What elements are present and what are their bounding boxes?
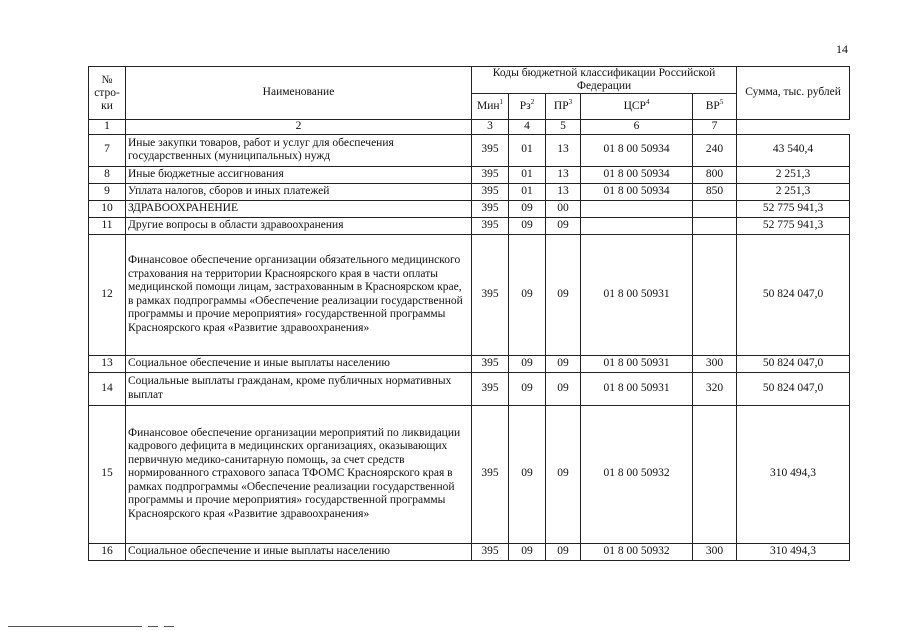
- row-pr: 09: [546, 405, 581, 543]
- row-csr: 01 8 00 50934: [581, 134, 693, 166]
- row-name: Иные бюджетные ассигнования: [126, 166, 472, 183]
- row-sum: 50 824 047,0: [737, 355, 850, 372]
- row-rz: 09: [509, 234, 546, 355]
- row-name: ЗДРАВООХРАНЕНИЕ: [126, 200, 472, 217]
- row-vr: 300: [693, 355, 737, 372]
- row-pr: 09: [546, 234, 581, 355]
- row-csr: 01 8 00 50931: [581, 234, 693, 355]
- row-pr: 09: [546, 372, 581, 405]
- row-number: 9: [89, 183, 126, 200]
- row-pr: 09: [546, 543, 581, 560]
- row-number: 7: [89, 134, 126, 166]
- row-pr: 09: [546, 217, 581, 234]
- row-name: Иные закупки товаров, работ и услуг для обеспечения государственных (муниципальных) нужд: [126, 134, 472, 166]
- header-min: Мин$^1$: [472, 94, 509, 120]
- row-min: 395: [472, 200, 509, 217]
- row-sum: 2 251,3: [737, 183, 850, 200]
- row-rz: 09: [509, 405, 546, 543]
- row-rz: 09: [509, 200, 546, 217]
- budget-table: [88, 66, 850, 561]
- row-pr: 13: [546, 183, 581, 200]
- table-row: [89, 355, 850, 372]
- row-sum: 52 775 941,3: [737, 200, 850, 217]
- table-row: [89, 183, 850, 200]
- column-number: 4: [509, 120, 546, 135]
- row-csr: 01 8 00 50931: [581, 372, 693, 405]
- footer-divider: [8, 626, 142, 627]
- row-min: 395: [472, 234, 509, 355]
- row-vr: [693, 405, 737, 543]
- column-number: 3: [472, 120, 509, 135]
- row-sum: 52 775 941,3: [737, 217, 850, 234]
- row-number: 12: [89, 234, 126, 355]
- column-number: 2: [126, 120, 472, 135]
- row-min: 395: [472, 355, 509, 372]
- row-pr: 09: [546, 355, 581, 372]
- row-csr: [581, 200, 693, 217]
- row-vr: 240: [693, 134, 737, 166]
- row-rz: 01: [509, 134, 546, 166]
- row-vr: [693, 200, 737, 217]
- row-name: Социальные выплаты гражданам, кроме публичных нормативных выплат: [126, 372, 472, 405]
- row-number: 16: [89, 543, 126, 560]
- row-number: 11: [89, 217, 126, 234]
- row-min: 395: [472, 134, 509, 166]
- row-pr: 00: [546, 200, 581, 217]
- header-csr: ЦСР$^4$: [581, 94, 693, 120]
- row-min: 395: [472, 166, 509, 183]
- row-min: 395: [472, 372, 509, 405]
- row-csr: 01 8 00 50934: [581, 166, 693, 183]
- row-sum: 2 251,3: [737, 166, 850, 183]
- row-number: 8: [89, 166, 126, 183]
- page-number: 14: [836, 42, 848, 56]
- row-vr: 320: [693, 372, 737, 405]
- row-number: 14: [89, 372, 126, 405]
- row-csr: 01 8 00 50934: [581, 183, 693, 200]
- row-min: 395: [472, 217, 509, 234]
- row-name: Социальное обеспечение и иные выплаты населению: [126, 543, 472, 560]
- column-number: 7: [693, 120, 737, 135]
- row-vr: 850: [693, 183, 737, 200]
- row-rz: 09: [509, 355, 546, 372]
- row-min: 395: [472, 405, 509, 543]
- row-sum: 310 494,3: [737, 543, 850, 560]
- row-csr: 01 8 00 50931: [581, 355, 693, 372]
- row-rz: 09: [509, 372, 546, 405]
- header-codes-group: Коды бюджетной классификации Российской Федерации: [472, 67, 737, 94]
- row-csr: [581, 217, 693, 234]
- row-min: 395: [472, 183, 509, 200]
- table-row: [89, 372, 850, 405]
- header-pr: $ПР^3$: [546, 94, 581, 120]
- column-number: 5: [546, 120, 581, 135]
- row-pr: 13: [546, 166, 581, 183]
- row-number: 13: [89, 355, 126, 372]
- row-number: 15: [89, 405, 126, 543]
- footer-divider-dash: [148, 626, 158, 627]
- row-number: 10: [89, 200, 126, 217]
- row-name: Другие вопросы в области здравоохранения: [126, 217, 472, 234]
- row-name: Социальное обеспечение и иные выплаты населению: [126, 355, 472, 372]
- header-rz: $Рз^2$: [509, 94, 546, 120]
- table-row: [89, 234, 850, 355]
- row-sum: 50 824 047,0: [737, 372, 850, 405]
- header-name: Наименование: [126, 67, 472, 120]
- row-rz: 01: [509, 166, 546, 183]
- row-sum: 43 540,4: [737, 134, 850, 166]
- row-rz: 09: [509, 217, 546, 234]
- row-rz: 09: [509, 543, 546, 560]
- table-row: [89, 543, 850, 560]
- table-row: [89, 405, 850, 543]
- table-row: [89, 217, 850, 234]
- footer-divider-dash: [164, 626, 174, 627]
- row-sum: 310 494,3: [737, 405, 850, 543]
- table-row: [89, 134, 850, 166]
- row-pr: 13: [546, 134, 581, 166]
- row-vr: [693, 234, 737, 355]
- table-row: [89, 200, 850, 217]
- row-min: 395: [472, 543, 509, 560]
- header-vr: $ВР^5$: [693, 94, 737, 120]
- row-vr: 800: [693, 166, 737, 183]
- header-sum: Сумма, тыс. рублей: [737, 67, 850, 120]
- row-name: Уплата налогов, сборов и иных платежей: [126, 183, 472, 200]
- row-name: Финансовое обеспечение организации мероприятий по ликвидации кадрового дефицита в медицинских организациях, оказывающих первичную медико-санитарную помощь, за счет средств нормированного страхового запаса ТФОМС Красноярского края в рамках подпрограммы «Обеспечение реализации государственной программы и прочие мероприятия» государственной программы Красноярского края «Развитие здравоохранения»: [126, 405, 472, 543]
- row-rz: 01: [509, 183, 546, 200]
- row-csr: 01 8 00 50932: [581, 543, 693, 560]
- row-name: Финансовое обеспечение организации обязательного медицинского страхования на территории Красноярского края в части оплаты медицинской помощи лицам, застрахованным в Красноярском крае, в рамках подпрограммы «Обеспечение реализации государственной программы и прочие мероприятия» государственной программы Красноярского края «Развитие здравоохранения»: [126, 234, 472, 355]
- row-vr: 300: [693, 543, 737, 560]
- row-vr: [693, 217, 737, 234]
- column-number: 6: [581, 120, 693, 135]
- header-row-number: № стро-ки: [89, 67, 126, 120]
- table-row: [89, 166, 850, 183]
- row-sum: 50 824 047,0: [737, 234, 850, 355]
- column-number: 1: [89, 120, 126, 135]
- row-csr: 01 8 00 50932: [581, 405, 693, 543]
